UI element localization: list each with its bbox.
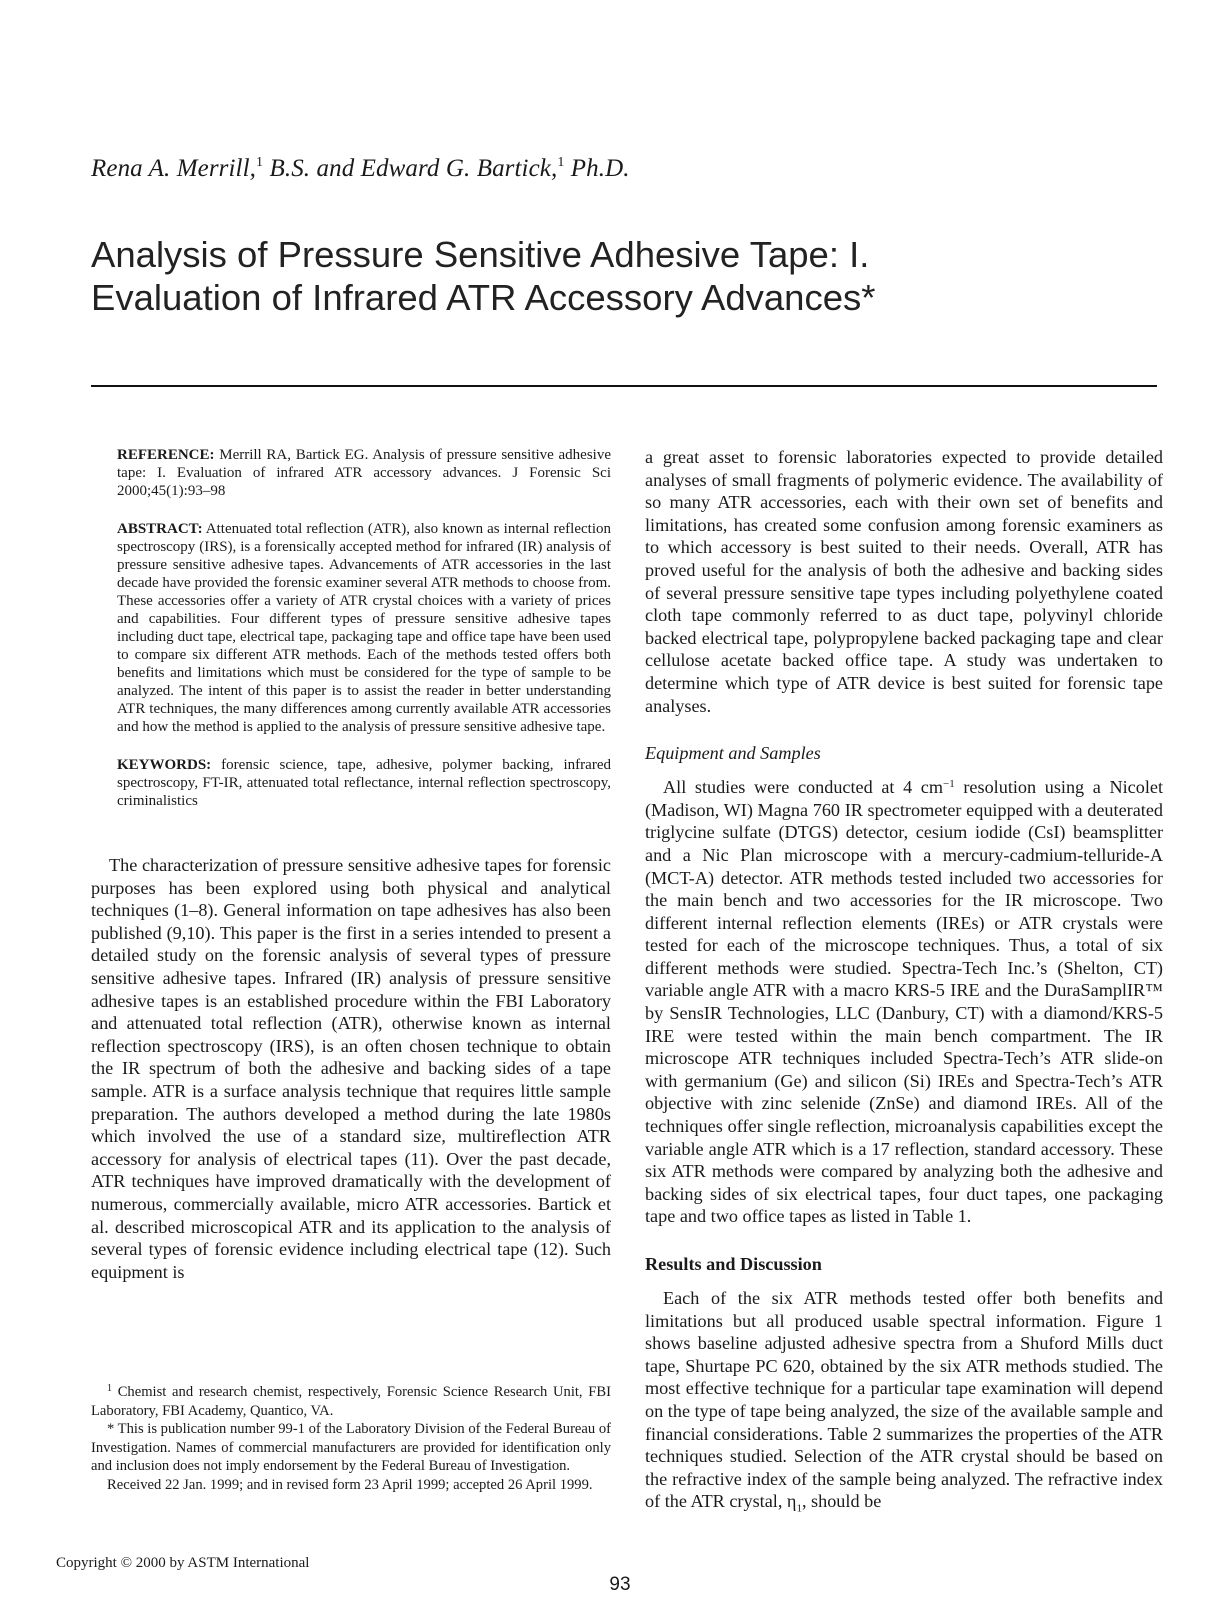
reference-label: REFERENCE: xyxy=(117,447,215,463)
keywords-text: forensic science, tape, adhesive, polymer backing, infrared spectroscopy, FT-IR, attenuated total reflectance, internal reflection spectroscopy, criminalistics xyxy=(117,757,611,809)
reference-text: Merrill RA, Bartick EG. Analysis of pressure sensitive adhesive tape: I. Evaluation of infrared ATR accessory advances. J Forensic Sci 2000;45(1):93–98 xyxy=(117,447,611,499)
footnotes xyxy=(91,1383,611,1495)
footnote-1-mark: 1 xyxy=(107,1383,112,1394)
intro-paragraph: The characterization of pressure sensitive adhesive tapes for forensic purposes has been explored using both physical and analytical techniques (1–8). General information on tape adhesives has also been published (9,10). This paper is the first in a series intended to present a detailed study on the forensic analysis of several types of pressure sensitive adhesive tapes. Infrared (IR) analysis of pressure sensitive adhesive tapes is an established procedure within the FBI Laboratory and attenuated total reflection (ATR), otherwise known as internal reflection spectroscopy (IRS), is an often chosen technique to obtain the IR spectrum of both the adhesive and backing sides of a tape sample. ATR is a surface analysis technique that requires little sample preparation. The authors developed a method during the late 1980s which involved the use of a standard size, multireflection ATR accessory for analysis of electrical tapes (11). Over the past decade, ATR techniques have improved dramatically with the development of numerous, commercially available, micro ATR accessories. Bartick et al. described microscopical ATR and its application to the analysis of several types of forensic evidence including electrical tape (12). Such equipment is xyxy=(91,855,611,1282)
title-line-2: Evaluation of Infrared ATR Accessory Advances* xyxy=(91,277,876,318)
equipment-paragraph xyxy=(645,776,1163,1228)
footnote-1 xyxy=(91,1383,611,1420)
received-dates: Received 22 Jan. 1999; and in revised form 23 April 1999; accepted 26 April 1999. xyxy=(107,1476,593,1493)
results-paragraph xyxy=(645,1287,1163,1521)
intro-continuation: a great asset to forensic laboratories expected to provide detailed analyses of small fragments of polymeric evidence. The availability of so many ATR accessories, each with their own set of benefits and limitations, has created some confusion among forensic examiners as to which accessory is best suited to their needs. Overall, ATR has proved useful for the analysis of both the adhesive and backing sides of several pressure sensitive tape types including polyethylene coated cloth tape commonly referred to as duct tape, polyvinyl chloride backed electrical tape, polypropylene backed packaging tape and clear cellulose acetate backed office tape. A study was undertaken to determine which type of ATR device is best suited for forensic tape analyses. xyxy=(645,447,1163,716)
equipment-section xyxy=(645,776,1163,1228)
intro-section xyxy=(91,854,611,1283)
title-line-1: Analysis of Pressure Sensitive Adhesive Tape: I. xyxy=(91,234,870,275)
intro-continuation-section xyxy=(645,446,1163,717)
equipment-heading: Equipment and Samples xyxy=(645,743,821,764)
keywords-block xyxy=(117,756,611,810)
author-2-degree: Ph.D. xyxy=(564,155,630,182)
page-number: 93 xyxy=(609,1574,631,1595)
copyright-notice: Copyright © 2000 by ASTM International xyxy=(56,1555,310,1571)
results-section xyxy=(645,1287,1163,1521)
results-subscript: 1 xyxy=(796,1502,802,1515)
article-title xyxy=(91,233,1151,319)
footnote-2: * This is publication number 99-1 of the Laboratory Division of the Federal Bureau of Investigation. Names of commercial manufacturers are provided for identification only and inclusion does not imply endorsement by the Federal Bureau of Investigation. xyxy=(91,1421,611,1475)
author-2-affiliation-mark: 1 xyxy=(557,155,565,170)
equipment-text-2: resolution using a Nicolet (Madison, WI) Magna 760 IR spectrometer equipped with a deuterated triglycine sulfate (DTGS) detector, cesium iodide (CsI) beamsplitter and a Nic Plan microscope with a mercury-cadmium-telluride-A (MCT-A) detector. ATR methods tested included two accessories for the main bench and two accessories for the IR microscope. Two different internal reflection elements (IREs) or ATR crystals were tested for each of the microscope techniques. Thus, a total of six different methods were studied. Spectra-Tech Inc.’s (Shelton, CT) variable angle ATR with a macro KRS-5 IRE and the DuraSamplIR™ by SensIR Technologies, LLC (Danbury, CT) with a diamond/KRS-5 IRE were tested within the main bench compartment. The IR microscope ATR techniques included Spectra-Tech’s ATR slide-on with germanium (Ge) and silicon (Si) IREs and Spectra-Tech’s ATR objective with zinc selenide (ZnSe) and diamond IREs. All of the techniques offer single reflection, microanalysis capabilities except the variable angle ATR which is a 17 reflection, standard accessory. These six ATR methods were compared by analyzing both the adhesive and backing sides of six electrical tapes, four duct tapes, one packaging tape and two office tapes as listed in Table 1. xyxy=(645,777,1164,1227)
equipment-text-1: All studies were conducted at 4 cm xyxy=(663,777,944,798)
results-text-2: , should be xyxy=(801,1491,882,1512)
abstract-block xyxy=(117,520,611,736)
results-text-1: Each of the six ATR methods tested offer both benefits and limitations but all produced usable spectral information. Figure 1 shows baseline adjusted adhesive spectra from a Shuford Mills duct tape, Shurtape PC 620, obtained by the six ATR methods studied. The most effective technique for a particular tape examination will depend on the type of tape being analyzed, the size of the available sample and financial considerations. Table 2 summarizes the properties of the ATR techniques studied. Selection of the ATR crystal should be based on the refractive index of the sample being analyzed. The refractive index of the ATR crystal, η xyxy=(645,1288,1163,1512)
abstract-text: Attenuated total reflection (ATR), also known as internal reflection spectroscopy (IRS), is a forensically accepted method for infrared (IR) analysis of pressure sensitive adhesive tapes. Advancements of ATR accessories in the last decade have provided the forensic examiner several ATR methods to choose from. These accessories offer a variety of ATR crystal choices with a variety of prices and capabilities. Four different types of pressure sensitive adhesive tapes including duct tape, electrical tape, packaging tape and office tape have been used to compare six different ATR methods. Each of the methods tested offers both benefits and limitations which must be considered for the type of sample to be analyzed. The intent of this paper is to assist the reader in better understanding ATR techniques, the many differences among currently available ATR accessories and how the method is applied to the analysis of pressure sensitive adhesive tape. xyxy=(117,521,611,735)
author-1-affiliation-mark: 1 xyxy=(256,155,264,170)
footnote-1-text: Chemist and research chemist, respectively, Forensic Science Research Unit, FBI Laboratory, FBI Academy, Quantico, VA. xyxy=(91,1384,611,1419)
author-line xyxy=(91,155,630,183)
author-1-degree: B.S. and Edward G. Bartick, xyxy=(263,155,558,182)
results-heading: Results and Discussion xyxy=(645,1254,822,1274)
title-divider xyxy=(91,385,1157,387)
keywords-label: KEYWORDS: xyxy=(117,757,212,773)
reference-block xyxy=(117,446,611,500)
abstract-label: ABSTRACT: xyxy=(117,521,203,537)
right-column xyxy=(645,446,1163,1521)
equipment-unit-exponent: −1 xyxy=(943,778,955,791)
author-1: Rena A. Merrill, xyxy=(91,155,257,182)
left-column xyxy=(91,446,611,1283)
